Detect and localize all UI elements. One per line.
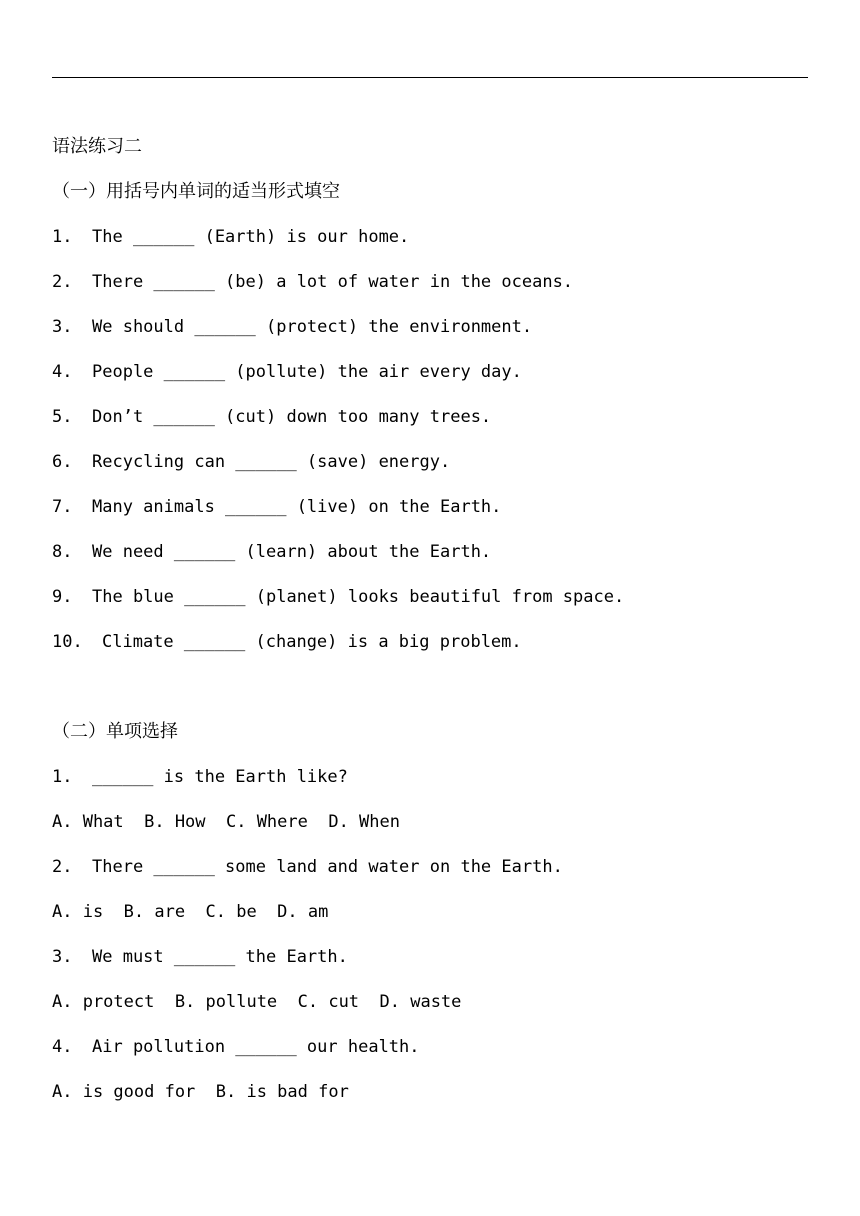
fill-blank-item	[52, 355, 812, 400]
question-number: 4.	[52, 1037, 73, 1057]
item-number: 8.	[52, 542, 73, 562]
choice-question	[52, 1030, 812, 1075]
item-number: 9.	[52, 587, 73, 607]
fill-blank-item	[52, 220, 812, 265]
fill-blank-item	[52, 400, 812, 445]
item-number: 7.	[52, 497, 73, 517]
fill-blank-item	[52, 490, 812, 535]
item-number: 2.	[52, 272, 73, 292]
section-1-heading: （一）用括号内单词的适当形式填空	[52, 181, 340, 202]
section-spacer	[52, 670, 812, 715]
choice-question	[52, 760, 812, 805]
item-number: 4.	[52, 362, 73, 382]
fill-blank-item	[52, 580, 812, 625]
item-text: The blue ______ (planet) looks beautiful from space.	[92, 587, 625, 607]
item-number: 3.	[52, 317, 73, 337]
choice-question	[52, 850, 812, 895]
item-text: Recycling can ______ (save) energy.	[92, 452, 451, 472]
fill-blank-item	[52, 265, 812, 310]
header-rule	[52, 77, 808, 78]
fill-blank-item	[52, 310, 812, 355]
fill-blank-item	[52, 625, 812, 670]
item-text: Many animals ______ (live) on the Earth.	[92, 497, 502, 517]
choice-options: A. protect B. pollute C. cut D. waste	[52, 992, 462, 1012]
question-text: There ______ some land and water on the Earth.	[92, 857, 563, 877]
choice-options: A. What B. How C. Where D. When	[52, 812, 400, 832]
item-number: 10.	[52, 632, 83, 652]
item-number: 1.	[52, 227, 73, 247]
choice-question	[52, 940, 812, 985]
question-text: Air pollution ______ our health.	[92, 1037, 420, 1057]
item-number: 6.	[52, 452, 73, 472]
question-number: 1.	[52, 767, 73, 787]
item-text: Climate ______ (change) is a big problem.	[102, 632, 522, 652]
section-2-heading: （二）单项选择	[52, 721, 178, 742]
item-text: We should ______ (protect) the environment.	[92, 317, 533, 337]
item-text: People ______ (pollute) the air every day.	[92, 362, 522, 382]
item-text: Don’t ______ (cut) down too many trees.	[92, 407, 492, 427]
item-text: We need ______ (learn) about the Earth.	[92, 542, 492, 562]
question-number: 3.	[52, 947, 73, 967]
question-text: ______ is the Earth like?	[92, 767, 348, 787]
choice-options: A. is B. are C. be D. am	[52, 902, 329, 922]
fill-blank-item	[52, 445, 812, 490]
document-title: 语法练习二	[52, 136, 142, 157]
choice-options: A. is good for B. is bad for	[52, 1082, 349, 1102]
item-text: There ______ (be) a lot of water in the oceans.	[92, 272, 574, 292]
item-text: The ______ (Earth) is our home.	[92, 227, 410, 247]
fill-blank-item	[52, 535, 812, 580]
item-number: 5.	[52, 407, 73, 427]
question-number: 2.	[52, 857, 73, 877]
document-body	[52, 130, 812, 1120]
question-text: We must ______ the Earth.	[92, 947, 348, 967]
